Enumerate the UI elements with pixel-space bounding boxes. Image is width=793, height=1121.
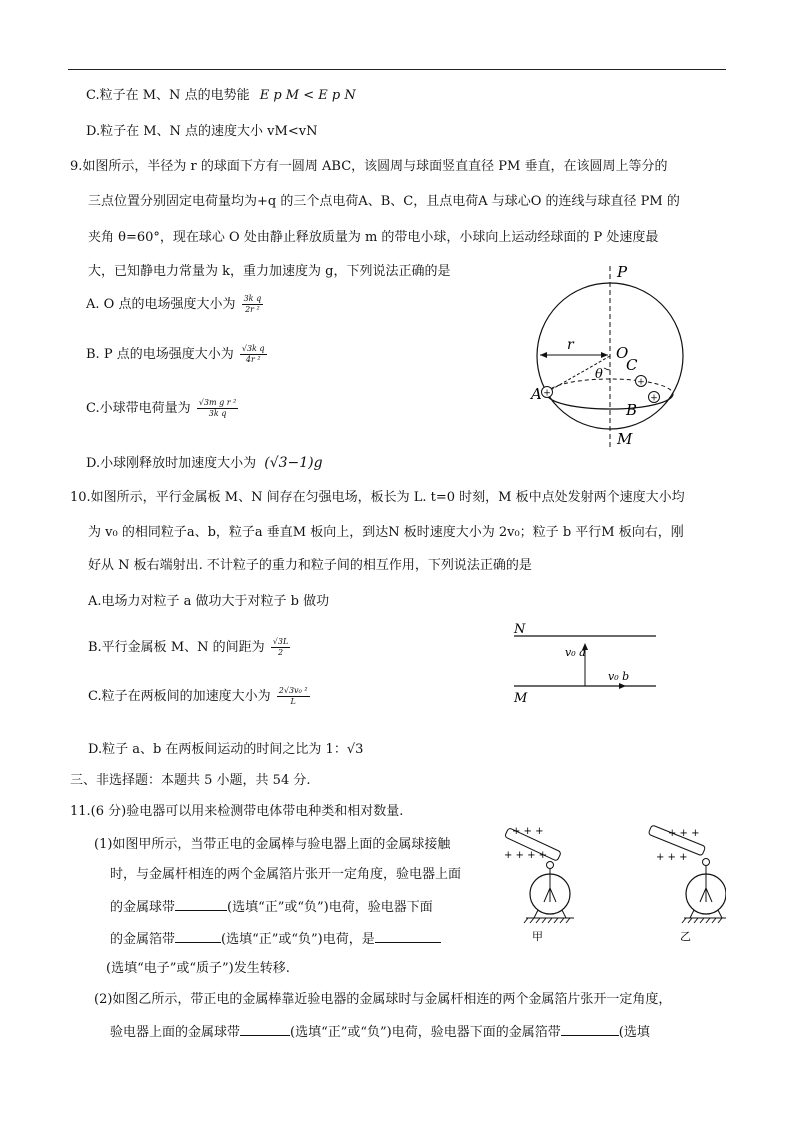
label-r: r [567, 337, 574, 353]
q8-option-c [86, 86, 356, 106]
answer-blank-2[interactable] [175, 928, 221, 943]
theta-arc [604, 368, 610, 370]
metal-ball [547, 862, 554, 869]
fraction-numerator: 3k q [243, 294, 262, 303]
q10-option-b-fraction [271, 637, 291, 658]
q10-option-a: A.电场力对粒子 a 做功大于对粒子 b 做功 [88, 594, 330, 609]
q10-stem-line3: 好从 N 板右端射出. 不计粒子的重力和粒子间的相互作用，下列说法正确的是 [88, 558, 532, 573]
rod-charges-top: + + + [668, 828, 700, 839]
radius-arrow-right [601, 352, 608, 358]
header-rule [68, 69, 726, 70]
rod-charges-top: + + + [512, 826, 544, 837]
charge-c-sign: + [637, 377, 645, 388]
section-3-heading: 三、非选择题：本题共 5 小题，共 54 分. [70, 773, 311, 788]
foil-right [706, 888, 712, 902]
fraction-denominator: 4r ² [245, 355, 261, 364]
answer-blank-5[interactable] [561, 1021, 619, 1036]
q11-p2-line2-start: 验电器上面的金属球带 [110, 1025, 241, 1040]
q11-p1-line4-mid: (选填“正”或“负”)电荷，是 [221, 932, 375, 947]
label-theta: θ [595, 367, 603, 382]
q9-option-a-fraction [242, 294, 264, 315]
answer-blank-4[interactable] [240, 1021, 290, 1036]
fraction-numerator: √3k q [241, 344, 265, 353]
q11-p2-line2-end: (选填 [618, 1025, 650, 1040]
fraction-numerator: √3m g r ² [198, 398, 237, 407]
q10-option-c-fraction [277, 686, 310, 707]
q11-head: 11.(6 分)验电器可以用来检测带电体带电种类和相对数量. [70, 804, 404, 819]
label-p: P [617, 263, 628, 281]
q11-p2-line2 [110, 1021, 650, 1043]
q11-p2-line2-mid: (选填“正”或“负”)电荷，验电器下面的金属箔带 [290, 1025, 561, 1040]
q9-stem-line1: 9.如图所示，半径为 r 的球面下方有一圆周 ABC，该圆周与球面竖直直径 PM 垂直，在该圆周上等分的 [70, 159, 668, 174]
ground-hatch [682, 918, 722, 923]
fraction-denominator: L [290, 697, 296, 706]
fraction-denominator: 2r ² [245, 305, 260, 314]
q10-option-c-text: C.粒子在两板间的加速度大小为 [88, 689, 271, 704]
charge-a-sign: + [543, 388, 551, 399]
q10-option-b [88, 637, 290, 658]
q9-stem-line4: 大，已知静电力常量为 k，重力加速度为 g，下列说法正确的是 [88, 264, 451, 279]
q11-p1-line4-start: 的金属箔带 [110, 932, 176, 947]
q8-option-c-math: E p M < E p N [259, 88, 356, 103]
q8-option-c-text: C.粒子在 M、N 点的电势能 [86, 88, 250, 103]
rod-charges-bottom: + + + [656, 852, 688, 863]
q10-option-c [88, 686, 310, 707]
q11-p2-line1: (2)如图乙所示，带正电的金属棒靠近验电器的金属球时与金属杆相连的两个金属箔片张开一定角度， [94, 992, 672, 1007]
foil-left [700, 888, 706, 902]
q10-option-d: D.粒子 a、b 在两板间运动的时间之比为 1：√3 [88, 742, 364, 757]
label-b: B [626, 401, 638, 419]
fraction-denominator: 2 [277, 648, 284, 657]
foil-right [550, 888, 556, 902]
q10-plates-figure [508, 618, 668, 710]
q9-option-c-text: C.小球带电荷量为 [86, 401, 191, 416]
charge-b-sign: + [650, 393, 658, 404]
rod-charges-bottom: + + + + [504, 850, 548, 861]
fraction-numerator: √3L [272, 637, 289, 646]
q11-p1-line4 [110, 928, 441, 950]
label-n: N [514, 622, 526, 637]
q9-option-a-text: A. O 点的电场强度大小为 [86, 297, 236, 312]
fraction-denominator: 3k q [208, 409, 227, 418]
q9-option-d-math: (√3−1)g [264, 455, 323, 471]
q10-stem-line2: 为 v₀ 的相同粒子a、b，粒子a 垂直M 板向上，到达N 板时速度大小为 2v₀；粒子 b 平行M 板向右，刚 [88, 525, 684, 540]
electroscope-jia-figure [502, 822, 586, 944]
q9-option-d [86, 453, 323, 474]
label-v0-b: v₀ b [608, 670, 630, 683]
label-c: C [626, 356, 638, 374]
q9-option-b-text: B. P 点的电场强度大小为 [86, 347, 234, 362]
label-yi: 乙 [680, 930, 691, 943]
label-v0-a: v₀ a [565, 646, 586, 659]
velocity-b-arrowhead [619, 683, 626, 689]
q10-stem-line1: 10.如图所示，平行金属板 M、N 间存在匀强电场，板长为 L. t=0 时刻，M 板中点处发射两个速度大小均 [70, 490, 685, 505]
fraction-numerator: 2√3v₀ ² [278, 686, 308, 695]
label-a: A [531, 385, 542, 403]
foil-left [544, 888, 550, 902]
q11-p1-line3-start: 的金属球带 [110, 900, 176, 915]
q9-option-b [86, 344, 267, 365]
electroscope-yi-figure [642, 822, 726, 944]
q11-p1-line3 [110, 896, 433, 918]
q11-p1-line2: 时，与金属杆相连的两个金属箔片张开一定角度，验电器上面 [110, 867, 462, 882]
answer-blank-3[interactable] [375, 928, 441, 943]
q8-option-d: D.粒子在 M、N 点的速度大小 vM<vN [86, 124, 318, 139]
label-o: O [616, 344, 629, 362]
radius-arrow-left [540, 352, 547, 358]
q9-option-a [86, 294, 263, 315]
q11-p1-line1: (1)如图甲所示，当带正电的金属棒与验电器上面的金属球接触 [94, 837, 451, 852]
label-m: M [617, 430, 633, 448]
q9-option-b-fraction [240, 344, 267, 365]
q9-stem-line2: 三点位置分别固定电荷量均为+q 的三个点电荷A、B、C，且点电荷A 与球心O 的连线与球直径 PM 的 [88, 194, 680, 209]
label-m: M [514, 691, 528, 706]
q9-stem-line3: 夹角 θ=60°，现在球心 O 处由静止释放质量为 m 的带电小球，小球向上运动经球面的 P 处速度最 [88, 230, 659, 245]
q11-p1-line3-end: (选填“正”或“负”)电荷，验电器下面 [227, 900, 433, 915]
q11-p1-line5: (选填“电子”或“质子”)发生转移. [106, 961, 290, 976]
q9-option-c [86, 398, 238, 419]
q9-sphere-figure [520, 258, 700, 458]
label-jia: 甲 [532, 930, 543, 943]
q10-option-b-text: B.平行金属板 M、N 的间距为 [88, 640, 265, 655]
answer-blank-1[interactable] [175, 896, 227, 911]
q9-option-c-fraction [197, 398, 239, 419]
metal-ball [703, 859, 710, 866]
q9-option-d-text: D.小球刚释放时加速度大小为 [86, 456, 257, 471]
ground-hatch [524, 918, 570, 923]
